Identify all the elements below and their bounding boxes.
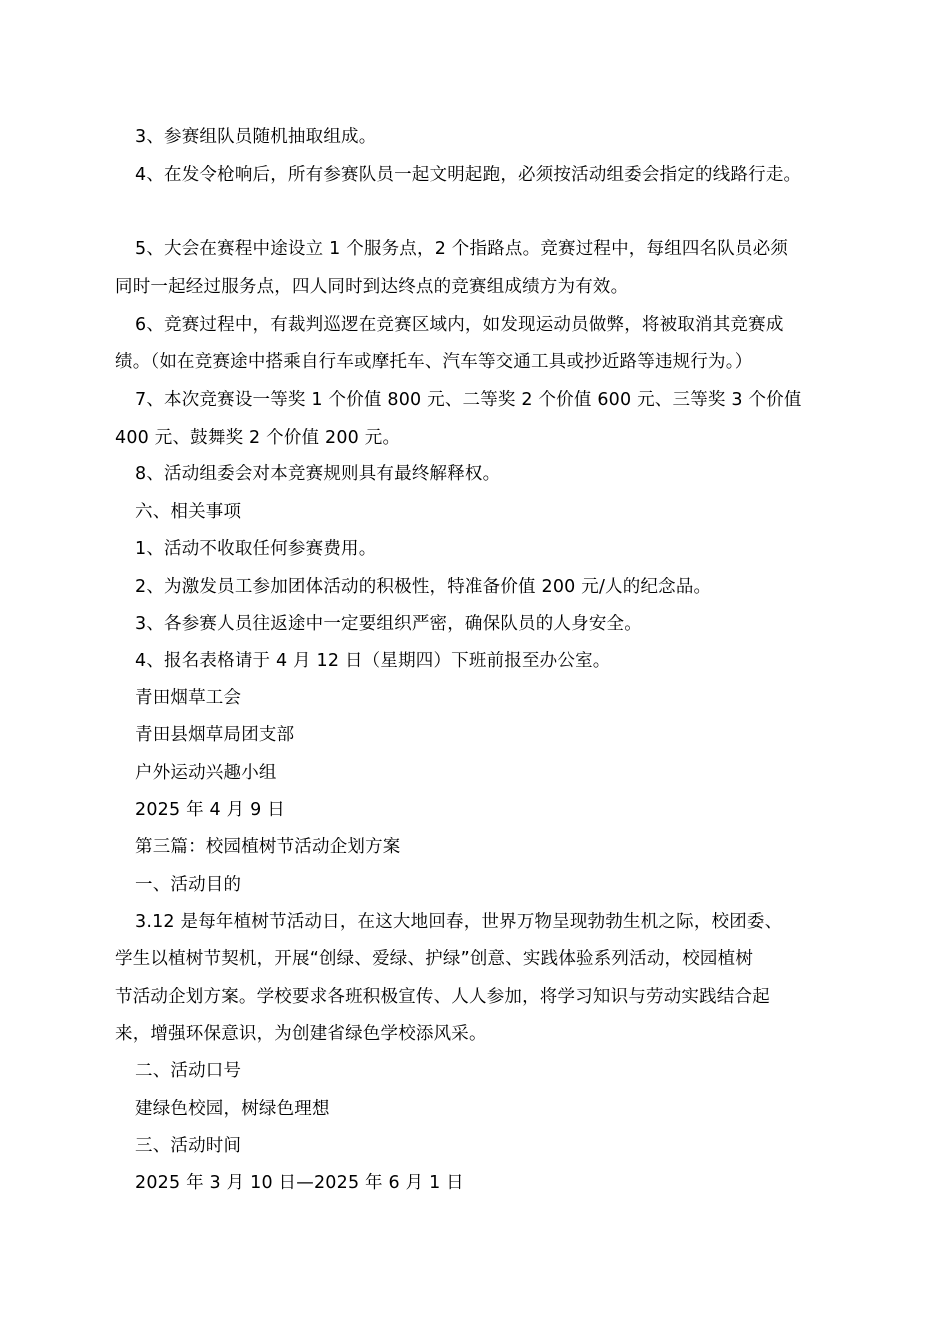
item-1: 1、活动不收取任何参赛费用。 [135,539,377,559]
section-heading-time: 三、活动时间 [135,1136,242,1156]
signature-group: 户外运动兴趣小组 [135,763,277,783]
rule-5-line-1: 5、大会在赛程中途设立 1 个服务点，2 个指路点。竞赛过程中，每组四名队员必须 [135,239,789,259]
section-heading-6: 六、相关事项 [135,502,242,522]
purpose-line-4: 来，增强环保意识，为创建省绿色学校添风采。 [115,1024,487,1044]
rule-6-line-2: 绩。（如在竞赛途中搭乘自行车或摩托车、汽车等交通工具或抄近路等违规行为。） [115,352,753,372]
purpose-line-1: 3.12 是每年植树节活动日，在这大地回春，世界万物呈现勃勃生机之际，校团委、 [135,912,783,932]
purpose-line-3: 节活动企划方案。学校要求各班积极宣传、人人参加，将学习知识与劳动实践结合起 [115,987,770,1007]
activity-time: 2025 年 3 月 10 日—2025 年 6 月 1 日 [135,1173,464,1193]
rule-8: 8、活动组委会对本竞赛规则具有最终解释权。 [135,464,501,484]
slogan-text: 建绿色校园，树绿色理想 [135,1099,330,1119]
rule-4: 4、在发令枪响后，所有参赛队员一起文明起跑，必须按活动组委会指定的线路行走。 [135,165,802,185]
chapter-title: 第三篇：校园植树节活动企划方案 [135,837,401,857]
item-3: 3、各参赛人员往返途中一定要组织严密，确保队员的人身安全。 [135,614,642,634]
item-4: 4、报名表格请于 4 月 12 日（星期四）下班前报至办公室。 [135,651,611,671]
rule-5-line-2: 同时一起经过服务点，四人同时到达终点的竞赛组成绩方为有效。 [115,277,629,297]
signature-branch: 青田县烟草局团支部 [135,725,295,745]
section-heading-slogan: 二、活动口号 [135,1061,242,1081]
signature-date: 2025 年 4 月 9 日 [135,800,285,820]
rule-6-line-1: 6、竞赛过程中，有裁判巡逻在竞赛区域内，如发现运动员做弊，将被取消其竞赛成 [135,315,784,335]
rule-7-line-1: 7、本次竞赛设一等奖 1 个价值 800 元、二等奖 2 个价值 600 元、三等奖 3 个价值 [135,390,802,410]
purpose-line-2: 学生以植树节契机，开展“创绿、爱绿、护绿”创意、实践体验系列活动，校园植树 [115,949,754,969]
rule-7-line-2: 400 元、鼓舞奖 2 个价值 200 元。 [115,428,401,448]
signature-union: 青田烟草工会 [135,688,242,708]
item-2: 2、为激发员工参加团体活动的积极性，特准备价值 200 元/人的纪念品。 [135,577,712,597]
section-heading-purpose: 一、活动目的 [135,875,242,895]
rule-3: 3、参赛组队员随机抽取组成。 [135,127,377,147]
